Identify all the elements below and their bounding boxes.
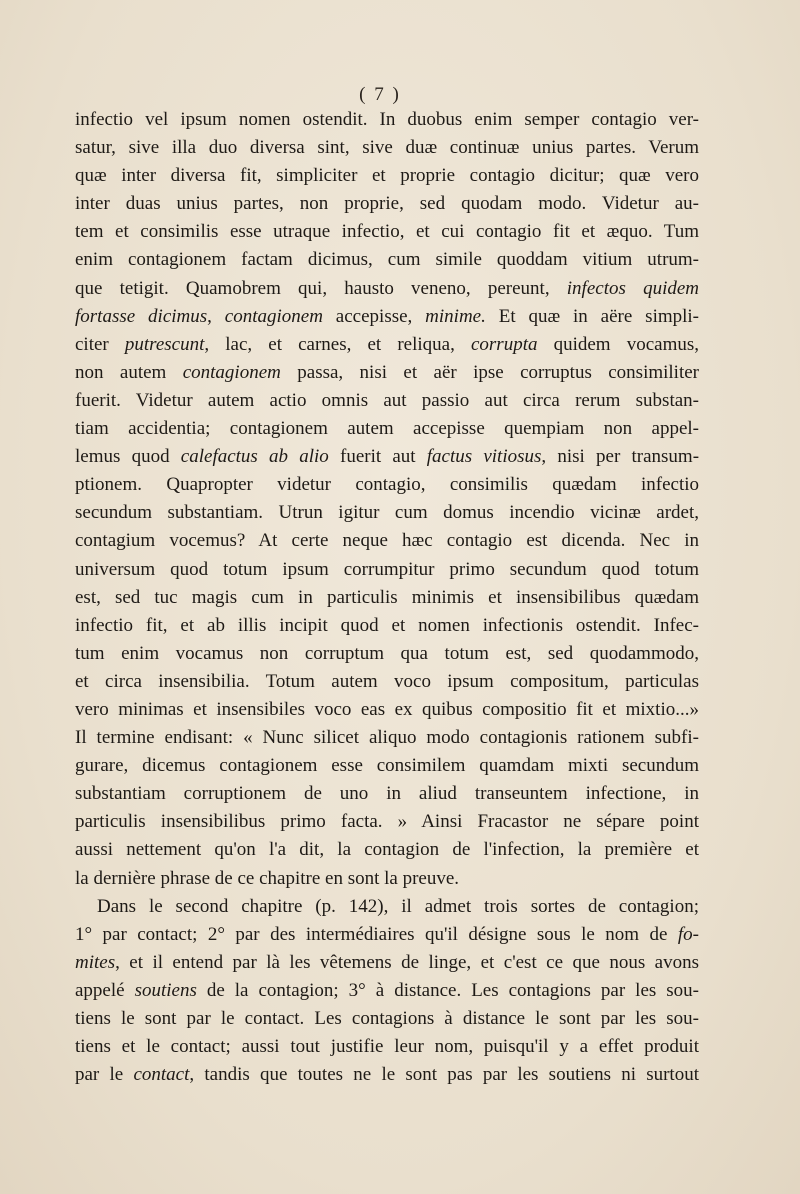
body-text [75, 106, 699, 1089]
text-segment: que tetigit. Quamobrem qui, hausto veneno, pereunt, [75, 277, 567, 299]
text-segment: enim contagionem factam dicimus, cum simile quoddam vitium utrum- [75, 249, 699, 271]
text-line [75, 303, 699, 331]
text-segment: , nisi per transum- [541, 446, 700, 468]
text-segment: appelé [75, 979, 135, 1001]
text-segment: de la contagion; 3° à distance. Les contagions par les sou- [196, 979, 700, 1001]
text-segment: accepisse, [322, 305, 426, 327]
text-segment: , tandis que toutes ne le sont pas par les soutiens ni surtout [189, 1064, 699, 1086]
text-line [75, 780, 699, 808]
text-segment: par le [75, 1064, 134, 1086]
text-segment: contagium vocemus? At certe neque hæc contagio est dicenda. Nec in [75, 530, 699, 552]
text-line [75, 696, 699, 724]
text-line [75, 752, 699, 780]
text-line [75, 612, 699, 640]
text-segment: ptionem. Quapropter videtur contagio, consimilis quædam infectio [75, 474, 699, 496]
text-line [75, 134, 699, 162]
text-segment: gurare, dicemus contagionem esse consimilem quamdam mixti secundum [75, 755, 699, 777]
italic-text: fortasse dicimus [75, 305, 208, 327]
text-segment: inter duas unius partes, non proprie, sed quodam modo. Videtur au- [75, 193, 699, 215]
text-line [75, 471, 699, 499]
text-segment: universum quod totum ipsum corrumpitur primo secundum quod totum [75, 558, 699, 580]
text-line [75, 808, 699, 836]
text-segment: , lac, et carnes, et reliqua, [204, 333, 471, 355]
text-line [75, 415, 699, 443]
text-segment: secundum substantiam. Utrun igitur cum domus incendio vicinæ ardet, [75, 502, 699, 524]
text-segment: Il termine endisant: « Nunc silicet aliquo modo contagionis rationem subfi- [75, 727, 699, 749]
text-line [75, 275, 699, 303]
text-segment: citer [75, 333, 125, 355]
text-line [75, 162, 699, 190]
italic-text: soutiens [134, 979, 197, 1001]
text-line [75, 499, 699, 527]
text-segment: tum enim vocamus non corruptum qua totum est, sed quodammodo, [75, 642, 699, 664]
text-segment: infectio vel ipsum nomen ostendit. In duobus enim semper contagio ver- [75, 109, 699, 130]
text-segment: , et il entend par là les vêtemens de linge, et c'est ce que nous avons [115, 951, 699, 973]
text-segment: infectio fit, et ab illis incipit quod et nomen infectionis ostendit. Infec- [75, 614, 699, 636]
text-line [75, 836, 699, 864]
page-number: ( 7 ) [359, 84, 401, 105]
text-line [75, 1033, 699, 1061]
text-segment: satur, sive illa duo diversa sint, sive duæ continuæ unius partes. Verum [75, 137, 699, 159]
text-line [75, 724, 699, 752]
text-segment: la dernière phrase de ce chapitre en sont la preuve. [75, 867, 460, 889]
text-segment: fuerit aut [328, 446, 427, 468]
text-segment: substantiam corruptionem de uno in aliud transeuntem infectione, in [75, 783, 699, 805]
text-segment: tem et consimilis esse utraque infectio, et cui contagio fit et æquo. Tum [75, 221, 699, 243]
text-segment: tiam accidentia; contagionem autem accepisse quempiam non appel- [75, 418, 699, 440]
text-line [75, 387, 699, 415]
text-segment: tiens et le contact; aussi tout justifie leur nom, puisqu'il y a effet produit [75, 1036, 699, 1058]
text-segment: non autem [75, 361, 183, 383]
text-line [75, 443, 699, 471]
text-segment: particulis insensibilibus primo facta. » Ainsi Fracastor ne sépare point [75, 811, 699, 833]
text-segment: quidem vocamus, [537, 333, 699, 355]
text-line [75, 556, 699, 584]
italic-text: mites [75, 951, 116, 973]
italic-text: corrupta [470, 333, 538, 355]
text-line [75, 865, 699, 893]
text-line [75, 1005, 699, 1033]
text-line [75, 331, 699, 359]
italic-text: infectos quidem [566, 277, 699, 299]
text-line [75, 1061, 699, 1089]
text-line [75, 246, 699, 274]
text-line [75, 584, 699, 612]
text-segment: fuerit. Videtur autem actio omnis aut passio aut circa rerum substan- [75, 389, 699, 411]
italic-text: minime. [425, 305, 486, 327]
text-line [75, 668, 699, 696]
italic-text: fo- [677, 923, 699, 945]
text-segment: Dans le second chapitre (p. 142), il admet trois sortes de contagion; [97, 895, 699, 917]
text-segment: passa, nisi et aër ipse corruptus consimiliter [280, 361, 699, 383]
text-line [75, 106, 699, 134]
text-line [75, 977, 699, 1005]
italic-text: contact [133, 1064, 190, 1086]
italic-text: putrescunt [124, 333, 205, 355]
italic-text: factus vitiosus [426, 446, 542, 468]
text-line [75, 190, 699, 218]
text-line [75, 359, 699, 387]
text-line [75, 527, 699, 555]
text-segment: 1° par contact; 2° par des intermédiaires qu'il désigne sous le nom de [75, 923, 678, 945]
text-line [75, 893, 699, 921]
italic-text: contagionem [224, 305, 323, 327]
text-segment: aussi nettement qu'on l'a dit, la contagion de l'infection, la première et [75, 839, 699, 861]
text-line [75, 921, 699, 949]
text-line [75, 640, 699, 668]
text-segment: , [207, 305, 225, 327]
text-segment: tiens le sont par le contact. Les contagions à distance le sont par les sou- [75, 1008, 699, 1029]
text-segment: vero minimas et insensibiles voco eas ex quibus compositio fit et mixtio...» [75, 698, 699, 720]
text-line [75, 218, 699, 246]
italic-text: contagionem [182, 361, 281, 383]
text-segment: Et quæ in aëre simpli- [485, 305, 700, 327]
text-segment: est, sed tuc magis cum in particulis minimis et insensibilibus quædam [75, 586, 699, 608]
text-line [75, 949, 699, 977]
text-segment: et circa insensibilia. Totum autem voco ipsum compositum, particulas [75, 670, 699, 692]
text-segment: lemus quod [75, 446, 181, 468]
text-segment: quæ inter diversa fit, simpliciter et proprie contagio dicitur; quæ vero [75, 165, 699, 187]
italic-text: calefactus ab alio [180, 446, 329, 468]
